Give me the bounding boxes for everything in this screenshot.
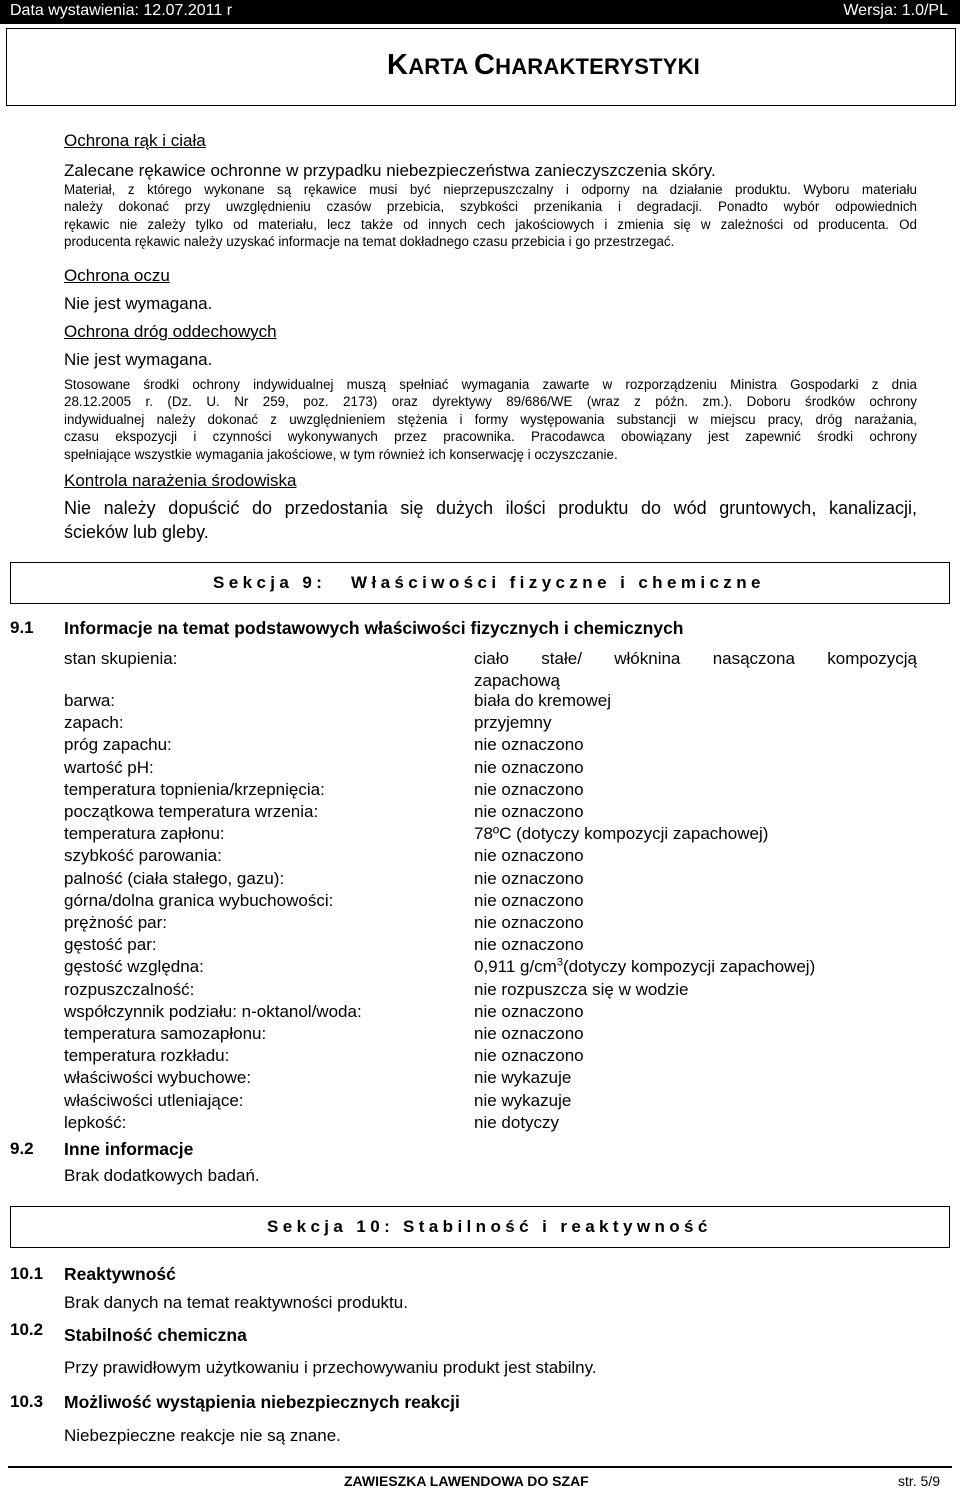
- property-row: [0, 934, 960, 956]
- eye-protection-heading: Ochrona oczu: [64, 266, 170, 285]
- property-key: właściwości utleniające:: [64, 1090, 244, 1110]
- property-key: temperatura rozkładu:: [64, 1046, 230, 1066]
- property-row: [0, 1067, 960, 1089]
- property-key: właściwości wybuchowe:: [64, 1068, 252, 1088]
- property-value: nie oznaczono: [474, 779, 584, 799]
- property-value: nie oznaczono: [474, 890, 584, 910]
- section-9-title: Właściwości fizyczne i chemiczne: [351, 573, 765, 592]
- property-row: [0, 912, 960, 934]
- property-key: temperatura zapłonu:: [64, 824, 225, 844]
- property-row: [0, 757, 960, 779]
- property-value: 78ºC (dotyczy kompozycji zapachowej): [474, 824, 769, 844]
- property-value: nie rozpuszcza się w wodzie: [474, 979, 689, 999]
- property-row: [0, 956, 960, 978]
- text-line: zapachową: [474, 671, 561, 690]
- property-row: [0, 1023, 960, 1045]
- property-value: nie oznaczono: [474, 757, 584, 777]
- subsection-9-2-number: 9.2: [10, 1139, 34, 1158]
- property-value: nie oznaczono: [474, 846, 584, 866]
- section-10-header: [10, 1206, 950, 1248]
- property-key: temperatura topnienia/krzepnięcia:: [64, 779, 325, 799]
- property-row: [0, 1045, 960, 1067]
- property-row: [0, 1090, 960, 1112]
- property-value: nie oznaczono: [474, 935, 584, 955]
- property-value: nie oznaczono: [474, 735, 584, 755]
- property-row: [0, 823, 960, 845]
- text-line: 28.12.2005 r. (Dz. U. Nr 259, poz. 2173) oraz dyrektywy 89/686/WE (wraz z późn. zm.). Doboru środków ochrony: [64, 394, 917, 410]
- subsection-9-2-title: Inne informacje: [64, 1139, 194, 1159]
- property-key: barwa:: [64, 691, 116, 710]
- footer-page-number: str. 5/9: [897, 1473, 940, 1489]
- subsection-10-2-title: Stabilność chemiczna: [64, 1325, 247, 1345]
- subsection-10-3-text: Niebezpieczne reakcje nie są znane.: [64, 1426, 341, 1445]
- property-value: nie dotyczy: [474, 1112, 560, 1132]
- subsection-9-2-text: Brak dodatkowych badań.: [64, 1166, 260, 1185]
- text-line: ciało stałe/ włóknina nasączona kompozycją: [474, 649, 917, 668]
- property-value: nie wykazuje: [474, 1068, 572, 1088]
- environment-heading: Kontrola narażenia środowiska: [64, 471, 297, 490]
- subsection-9-1-number: 9.1: [10, 618, 34, 637]
- property-key: temperatura samozapłonu:: [64, 1024, 267, 1043]
- property-value: nie oznaczono: [474, 1046, 584, 1066]
- property-value: przyjemny: [474, 713, 552, 733]
- property-row: [0, 801, 960, 823]
- property-key: prężność par:: [64, 913, 167, 932]
- footer-document-name: ZAWIESZKA LAWENDOWA DO SZAF: [344, 1473, 589, 1489]
- text-line: Materiał, z którego wykonane są rękawice musi być nieprzepuszczalny i odporny na działanie produktu. Wyboru materiału: [64, 182, 917, 197]
- subsection-10-2-text: Przy prawidłowym użytkowaniu i przechowywaniu produkt jest stabilny.: [64, 1358, 597, 1377]
- property-key: wartość pH:: [64, 757, 154, 777]
- property-row: [0, 779, 960, 801]
- subsection-10-1-number: 10.1: [10, 1264, 44, 1283]
- property-value: [474, 648, 917, 692]
- title-box: [6, 28, 956, 106]
- property-key: gęstość względna:: [64, 957, 204, 977]
- property-value: nie oznaczono: [474, 1024, 584, 1043]
- property-key: palność (ciała stałego, gazu):: [64, 868, 285, 888]
- property-key: rozpuszczalność:: [64, 979, 195, 999]
- property-key: lepkość:: [64, 1112, 127, 1132]
- property-key: gęstość par:: [64, 935, 157, 955]
- property-row: [0, 1001, 960, 1023]
- section-10-title: Stabilność i reaktywność: [403, 1217, 712, 1236]
- subsection-10-1-text: Brak danych na temat reaktywności produktu.: [64, 1293, 408, 1312]
- properties-list: [0, 690, 960, 1136]
- density-note: (dotyczy kompozycji zapachowej): [562, 957, 816, 977]
- property-row: [0, 845, 960, 867]
- property-row: [0, 712, 960, 734]
- subsection-10-3-title: Możliwość wystąpienia niebezpiecznych reakcji: [64, 1392, 460, 1412]
- property-row: [0, 690, 960, 712]
- document-title: KARTA CHARAKTERYSTYKI: [387, 49, 700, 81]
- section-9-header: [10, 562, 950, 604]
- hands-protection-text: [64, 181, 917, 251]
- property-key: próg zapachu:: [64, 735, 172, 755]
- header-bar: [0, 0, 960, 24]
- property-value: nie oznaczono: [474, 802, 584, 821]
- property-key: zapach:: [64, 713, 124, 733]
- property-key: początkowa temperatura wrzenia:: [64, 802, 319, 821]
- property-value: nie oznaczono: [474, 1001, 584, 1021]
- section-10-label: Sekcja 10:: [267, 1217, 395, 1236]
- text-line: rękawic nie zależy tylko od materiału, lecz także od innych cech jakościowych i zmienia się w zależności od producenta. Od: [64, 216, 917, 232]
- issue-date: Data wystawienia: 12.07.2011 r: [10, 2, 233, 19]
- property-row: [0, 1112, 960, 1134]
- eye-protection-text: Nie jest wymagana.: [64, 294, 213, 313]
- property-key: stan skupienia:: [64, 649, 178, 668]
- text-line: ścieków lub gleby.: [64, 522, 209, 542]
- density-unit-exponent: 3: [556, 956, 563, 969]
- regulation-text: [64, 376, 917, 463]
- subsection-9-1-title: Informacje na temat podstawowych właściwości fizycznych i chemicznych: [64, 618, 684, 638]
- property-value: nie wykazuje: [474, 1090, 572, 1110]
- text-line: Nie należy dopuścić do przedostania się dużych ilości produktu do wód gruntowych, kanalizacji,: [64, 498, 917, 518]
- property-value: [474, 956, 815, 978]
- respiratory-protection-heading: Ochrona dróg oddechowych: [64, 322, 277, 341]
- property-value: nie oznaczono: [474, 868, 584, 888]
- text-line: należy dokonać przy uwzględnieniu czasów przebicia, szybkości przenikania i degradacji. Ponadto wybór odpowiednich: [64, 199, 917, 215]
- property-key: współczynnik podziału: n-oktanol/woda:: [64, 1001, 362, 1021]
- property-row: [0, 979, 960, 1001]
- subsection-10-1-title: Reaktywność: [64, 1264, 176, 1284]
- property-row: [0, 890, 960, 912]
- environment-text: [64, 496, 917, 544]
- text-line: indywidualnej należy dokonać z uwzględnieniem stężenia i formy występowania substancji w miejscu pracy, dróg narażania,: [64, 411, 917, 427]
- subsection-10-2-number: 10.2: [10, 1320, 44, 1339]
- hands-protection-intro: Zalecane rękawice ochronne w przypadku niebezpieczeństwa zanieczyszczenia skóry.: [64, 161, 716, 180]
- property-row: [0, 734, 960, 756]
- text-line: czasu ekspozycji i czynności wykonywanych przez pracownika. Pracodawca obowiązany jest zapewnić środki ochrony: [64, 429, 917, 445]
- version-label: Wersja: 1.0/PL: [843, 2, 948, 19]
- density-value: 0,911 g/cm: [474, 957, 557, 977]
- hands-protection-heading: Ochrona rąk i ciała: [64, 131, 206, 150]
- page-footer: [8, 1466, 952, 1488]
- subsection-10-3-number: 10.3: [10, 1392, 44, 1411]
- property-value: biała do kremowej: [474, 691, 612, 710]
- respiratory-protection-text: Nie jest wymagana.: [64, 350, 213, 369]
- property-key: górna/dolna granica wybuchowości:: [64, 890, 334, 910]
- property-row: [0, 868, 960, 890]
- text-line: Stosowane środki ochrony indywidualnej muszą spełniać wymagania zawarte w rozporządzeniu Ministra Gospodarki z dnia: [64, 377, 917, 392]
- property-value: nie oznaczono: [474, 913, 584, 932]
- property-key: szybkość parowania:: [64, 846, 222, 866]
- section-9-label: Sekcja 9:: [213, 573, 327, 592]
- text-line: producenta rękawic należy uzyskać informacje na temat dokładnego czasu przebicia i go przestrzegać.: [64, 234, 675, 250]
- text-line: spełniające wszystkie wymagania jakościowe, w tym również ich konserwację i oczyszczanie.: [64, 446, 618, 462]
